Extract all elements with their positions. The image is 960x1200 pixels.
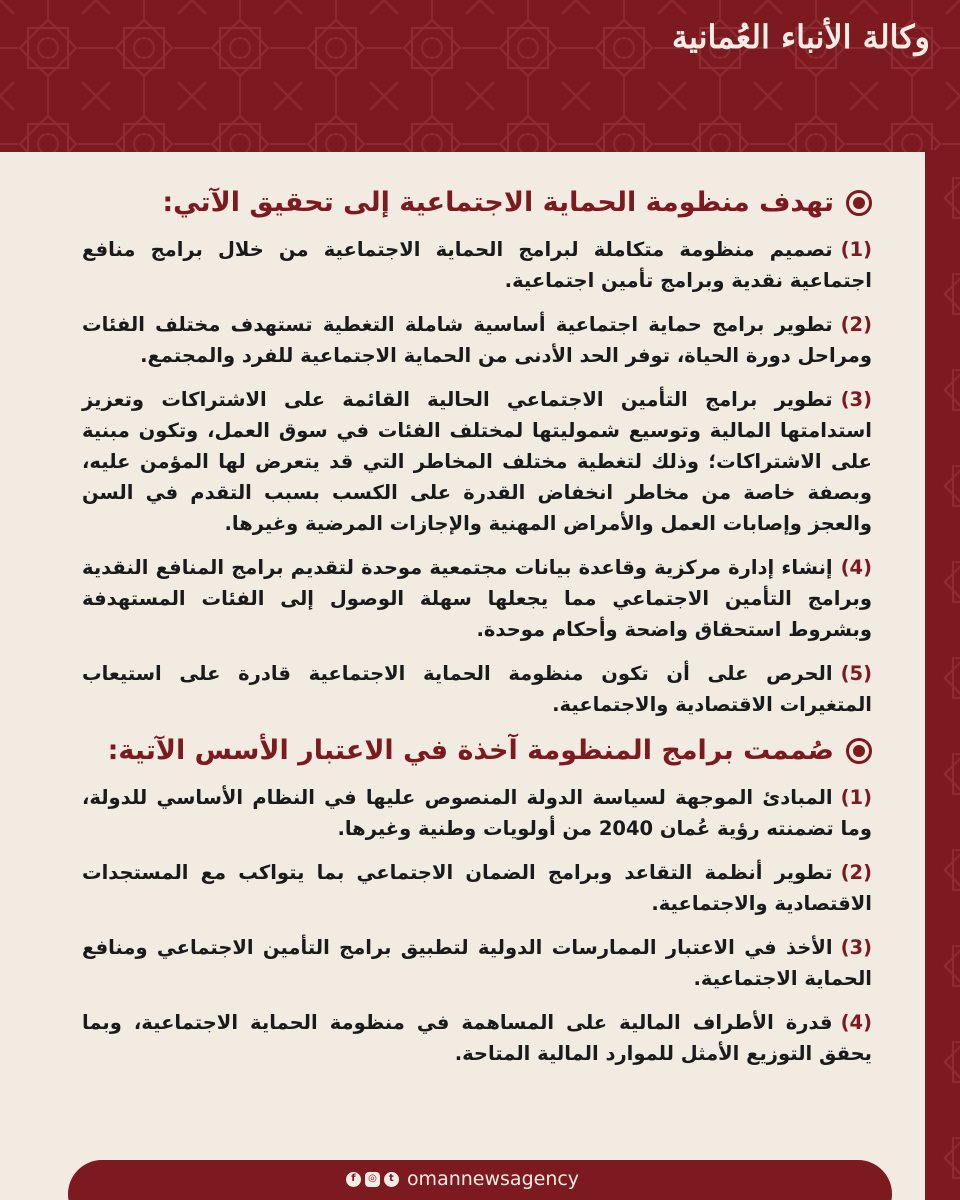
item-text: قدرة الأطراف المالية على المساهمة في منظومة الحماية الاجتماعية، وبما يحقق التوزيع الأمثل للموارد المالية المتاحة. xyxy=(82,1011,872,1066)
list-item xyxy=(82,857,872,919)
section-heading xyxy=(82,733,872,768)
objectives-section xyxy=(82,185,872,720)
item-text: تصميم منظومة متكاملة لبرامج الحماية الاجتماعية من خلال برامج منافع اجتماعية نقدية وبرامج تأمين اجتماعية. xyxy=(82,238,872,293)
item-text: المبادئ الموجهة لسياسة الدولة المنصوص عليها في النظام الأساسي للدولة، وما تضمنته رؤية عُمان 2040 من أولويات وطنية وغيرها. xyxy=(82,786,872,841)
section-heading-text: صُممت برامج المنظومة آخذة في الاعتبار الأسس الآتية: xyxy=(107,735,834,767)
list-item xyxy=(82,932,872,994)
list-item xyxy=(82,384,872,539)
list-item xyxy=(82,552,872,645)
item-text: إنشاء إدارة مركزية وقاعدة بيانات مجتمعية موحدة لتقديم برامج المنافع النقدية وبرامج التأمين الاجتماعي مما يجعلها سهلة الوصول إلى الفئات المستهدفة وبشروط استحقاق واضحة وأحكام موحدة. xyxy=(82,556,872,642)
bullseye-icon xyxy=(846,738,872,764)
list-item xyxy=(82,1007,872,1069)
bullseye-icon xyxy=(846,190,872,216)
section-heading-text: تهدف منظومة الحماية الاجتماعية إلى تحقيق الآتي: xyxy=(162,187,834,218)
item-text: تطوير أنظمة التقاعد وبرامج الضمان الاجتماعي بما يتواكب مع المستجدات الاقتصادية والاجتماعية. xyxy=(82,861,872,916)
item-number: (2) xyxy=(840,861,872,885)
header-banner xyxy=(0,0,960,152)
item-text: الأخذ في الاعتبار الممارسات الدولية لتطبيق برامج التأمين الاجتماعي ومنافع الحماية الاجتماعية. xyxy=(82,936,872,991)
item-number: (2) xyxy=(840,313,872,337)
item-number: (5) xyxy=(840,662,872,686)
section-heading xyxy=(82,185,872,220)
principles-section xyxy=(82,733,872,1069)
objectives-list xyxy=(82,234,872,720)
item-number: (3) xyxy=(840,936,872,960)
list-item xyxy=(82,782,872,844)
main-content xyxy=(82,185,872,1082)
agency-logo: وكالة الأنباء العُمانية xyxy=(671,18,930,56)
item-text: الحرص على أن تكون منظومة الحماية الاجتماعية قادرة على استيعاب المتغيرات الاقتصادية والاجتماعية. xyxy=(82,662,872,717)
twitter-icon[interactable]: t xyxy=(384,1172,399,1187)
item-text: تطوير برامج حماية اجتماعية أساسية شاملة التغطية تستهدف مختلف الفئات ومراحل دورة الحياة، توفر الحد الأدنى من الحماية الاجتماعية للفرد والمجتمع. xyxy=(82,313,872,368)
item-number: (4) xyxy=(840,556,872,580)
facebook-icon[interactable]: f xyxy=(346,1172,361,1187)
list-item xyxy=(82,658,872,720)
social-handle-row xyxy=(0,1168,925,1190)
principles-list xyxy=(82,782,872,1069)
decorative-side-band xyxy=(925,150,960,1200)
item-text: تطوير برامج التأمين الاجتماعي الحالية القائمة على الاشتراكات وتعزيز استدامتها المالية وتوسيع شموليتها لمختلف الفئات في سوق العمل، وتكون مبنية على الاشتراكات؛ وذلك لتغطية مختلف المخاطر التي قد يتعرض لها المؤمن عليه، وبصفة خاصة من مخاطر انخفاض القدرة على الكسب بسبب التقدم في السن والعجز وإصابات العمل والأمراض المهنية والإجازات المرضية وغيرها. xyxy=(82,388,872,536)
list-item xyxy=(82,234,872,296)
item-number: (1) xyxy=(840,786,872,810)
social-handle[interactable]: omannewsagency xyxy=(406,1168,580,1190)
item-number: (4) xyxy=(840,1011,872,1035)
item-number: (3) xyxy=(840,388,872,412)
instagram-icon[interactable]: ◎ xyxy=(365,1172,380,1187)
item-number: (1) xyxy=(840,238,872,262)
list-item xyxy=(82,309,872,371)
